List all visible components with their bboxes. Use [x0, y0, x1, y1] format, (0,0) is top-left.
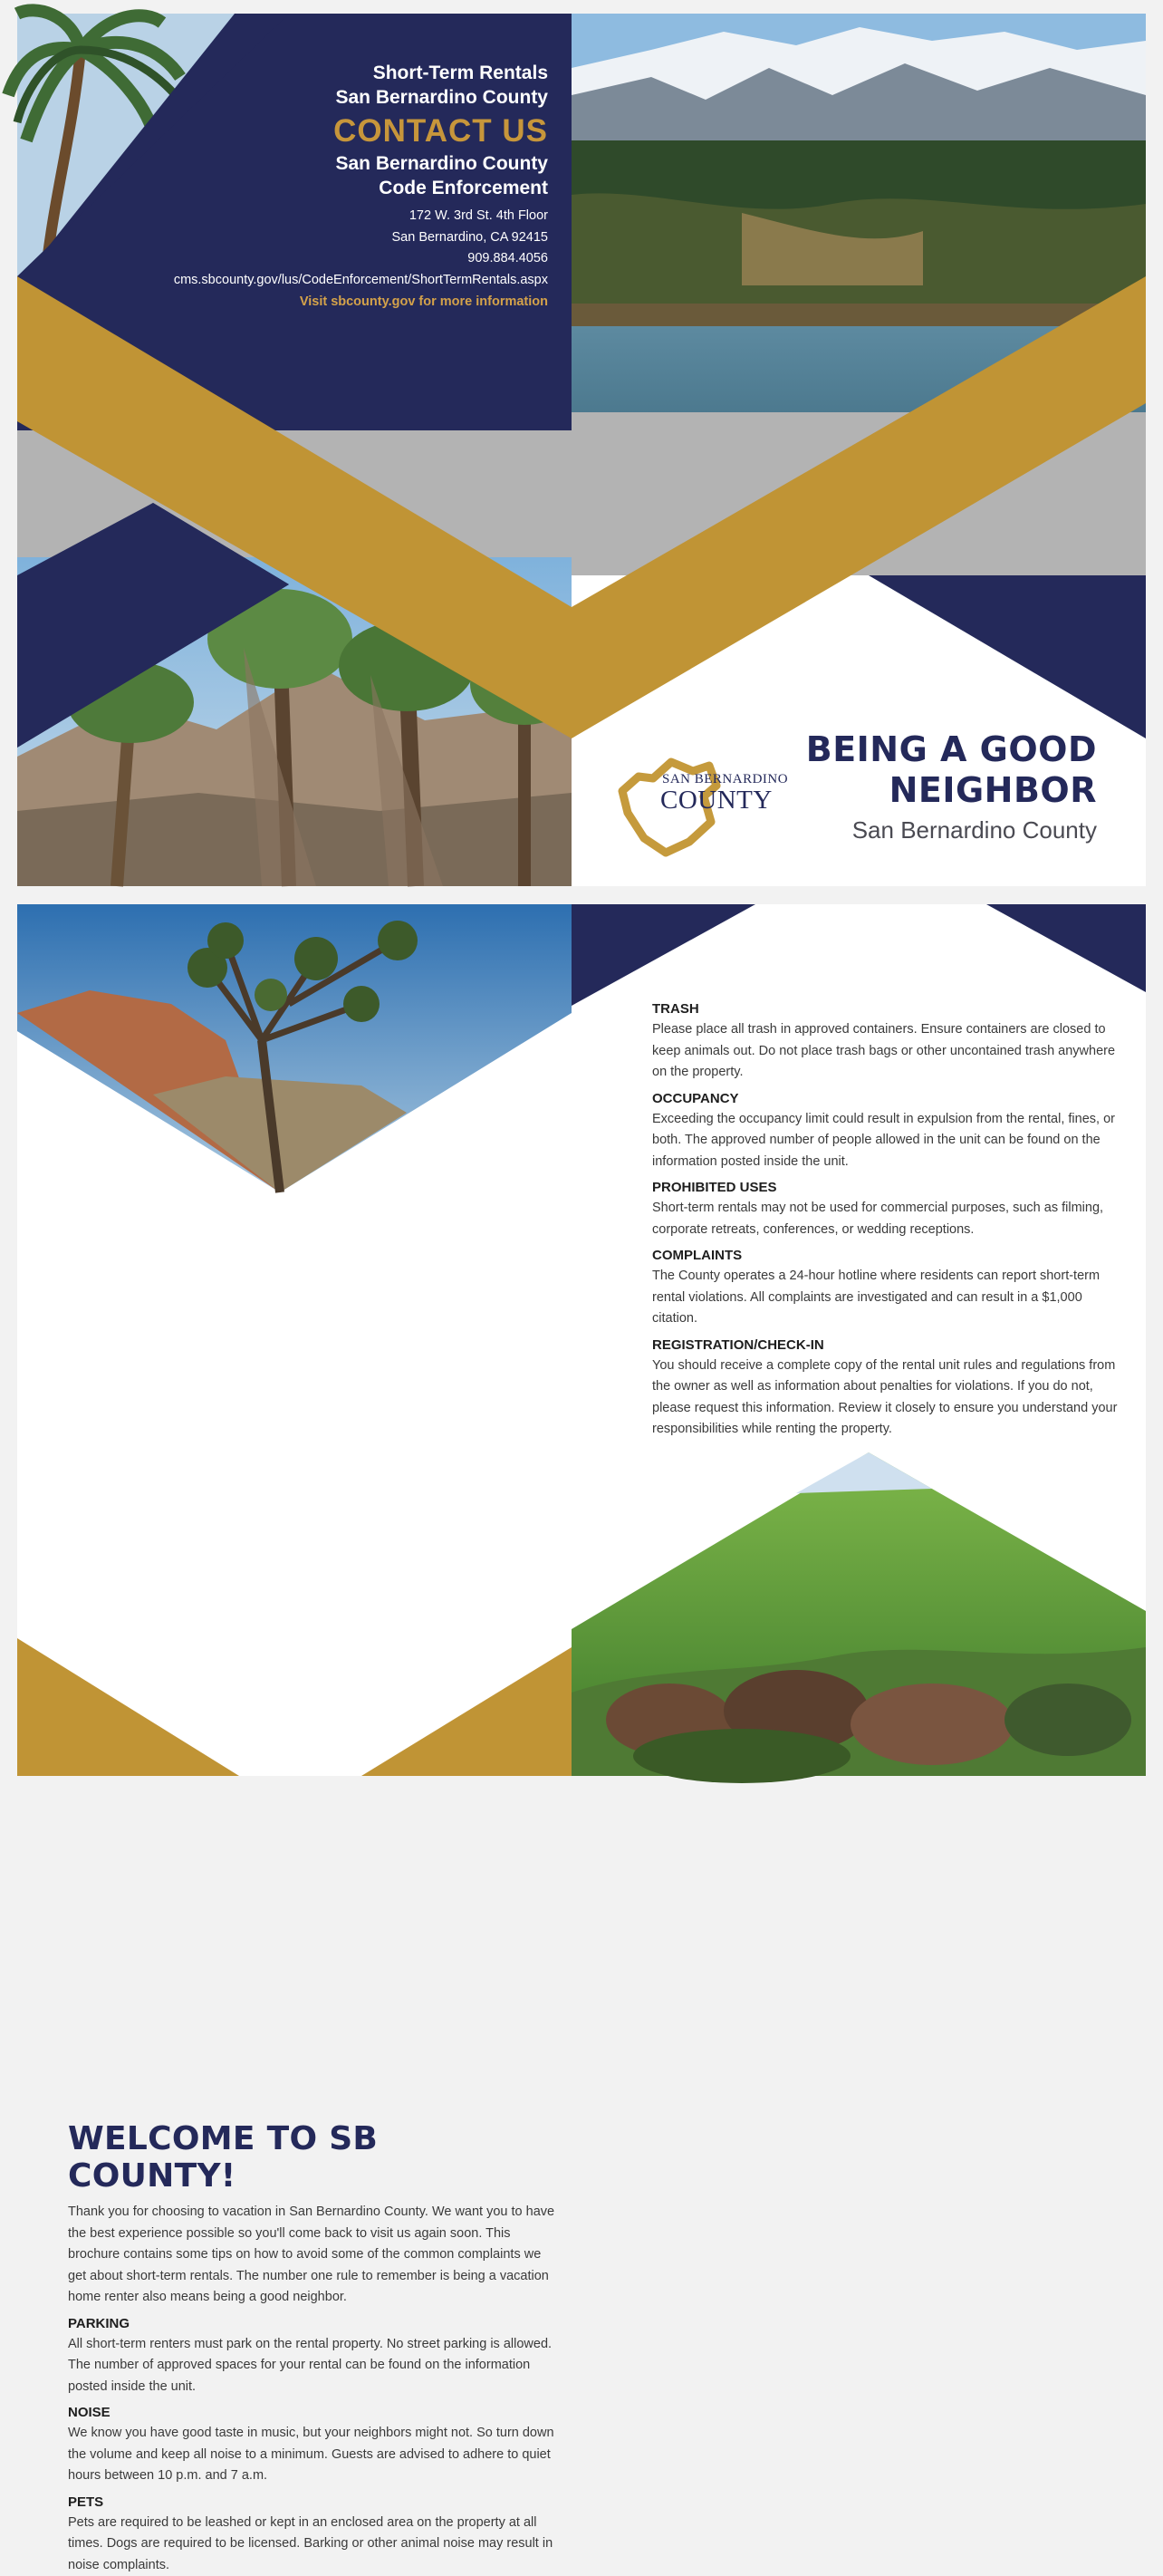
rules-section-registration: [652, 1336, 1123, 1441]
section-text: Pets are required to be leashed or kept in an enclosed area on the property at all times. Dogs are required to be licensed. Barking or other animal noise may result in noise complaints.: [68, 2513, 557, 2576]
section-text: We know you have good taste in music, but your neighbors might not. So turn down the volume and keep all noise to a minimum. Guests are advised to adhere to quiet hours between 10 p.m. and 7 a.m.: [68, 2423, 557, 2487]
welcome-section-parking: [68, 2314, 557, 2398]
brochure-outside-spread: [17, 14, 1146, 886]
cover-title-line2: NEIGHBOR: [806, 770, 1097, 811]
welcome-section-pets: [68, 2493, 557, 2576]
section-text: Please place all trash in approved containers. Ensure containers are closed to keep animals out. Do not place trash bags or other uncontained trash anywhere on the property.: [652, 1019, 1123, 1084]
welcome-panel: [68, 2120, 557, 2576]
section-text: Exceeding the occupancy limit could result in expulsion from the rental, fines, or both. The approved number of people allowed in the unit can be found on the information posted inside the unit.: [652, 1109, 1123, 1173]
section-title: COMPLAINTS: [652, 1246, 1123, 1266]
section-title: REGISTRATION/CHECK-IN: [652, 1336, 1123, 1356]
contact-title-line2: San Bernardino County: [174, 85, 548, 110]
joshua-tree-photo: [17, 904, 572, 1192]
section-title: PARKING: [68, 2314, 557, 2334]
green-hills-photo: [572, 1452, 1146, 1783]
section-title: PROHIBITED USES: [652, 1178, 1123, 1198]
dept-line1: San Bernardino County: [174, 151, 548, 176]
contact-block: [174, 61, 548, 313]
visit-website-note: Visit sbcounty.gov for more information: [174, 291, 548, 313]
address-line2: San Bernardino, CA 92415: [174, 227, 548, 249]
contact-heading: CONTACT US: [174, 111, 548, 151]
rules-panel: [652, 999, 1123, 1441]
cover-title-line1: BEING A GOOD: [806, 729, 1097, 770]
phone-number: 909.884.4056: [174, 248, 548, 270]
section-title: NOISE: [68, 2403, 557, 2423]
section-title: PETS: [68, 2493, 557, 2513]
welcome-heading: WELCOME TO SB COUNTY!: [68, 2120, 557, 2195]
welcome-intro: Thank you for choosing to vacation in San Bernardino County. We want you to have the best experience possible so you'll come back to visit us again soon. This brochure contains some tips on how to avoid some of the common complaints we get about short-term rentals. The number one rule to remember is being a vacation home renter also means being a good neighbor.: [68, 2202, 557, 2309]
section-title: OCCUPANCY: [652, 1089, 1123, 1109]
rules-section-occupancy: [652, 1089, 1123, 1173]
logo-line1: SAN BERNARDINO: [662, 772, 788, 787]
website-url: cms.sbcounty.gov/lus/CodeEnforcement/ShortTermRentals.aspx: [174, 270, 548, 292]
rules-section-complaints: [652, 1246, 1123, 1330]
logo-line2: COUNTY: [660, 786, 773, 815]
address-line1: 172 W. 3rd St. 4th Floor: [174, 206, 548, 227]
rules-section-trash: [652, 999, 1123, 1084]
brochure-inside-spread: [17, 904, 1146, 1776]
section-title: TRASH: [652, 999, 1123, 1019]
section-text: You should receive a complete copy of the rental unit rules and regulations from the owner as well as information about penalties for violations. If you do not, please request this information. Review it closely to ensure you understand your responsibilities while renting the property.: [652, 1356, 1123, 1441]
section-text: All short-term renters must park on the rental property. No street parking is allowed. The number of approved spaces for your rental can be found on the information posted inside the unit.: [68, 2334, 557, 2398]
cover-subtitle: San Bernardino County: [806, 816, 1097, 844]
cover-title-block: [806, 729, 1097, 844]
welcome-section-noise: [68, 2403, 557, 2487]
section-text: The County operates a 24-hour hotline where residents can report short-term rental violations. All complaints are investigated and can result in a $1,000 citation.: [652, 1266, 1123, 1330]
contact-title-line1: Short-Term Rentals: [174, 61, 548, 85]
dept-line2: Code Enforcement: [174, 176, 548, 200]
section-text: Short-term rentals may not be used for commercial purposes, such as filming, corporate retreats, conferences, or wedding receptions.: [652, 1198, 1123, 1240]
rules-section-prohibited-uses: [652, 1178, 1123, 1240]
